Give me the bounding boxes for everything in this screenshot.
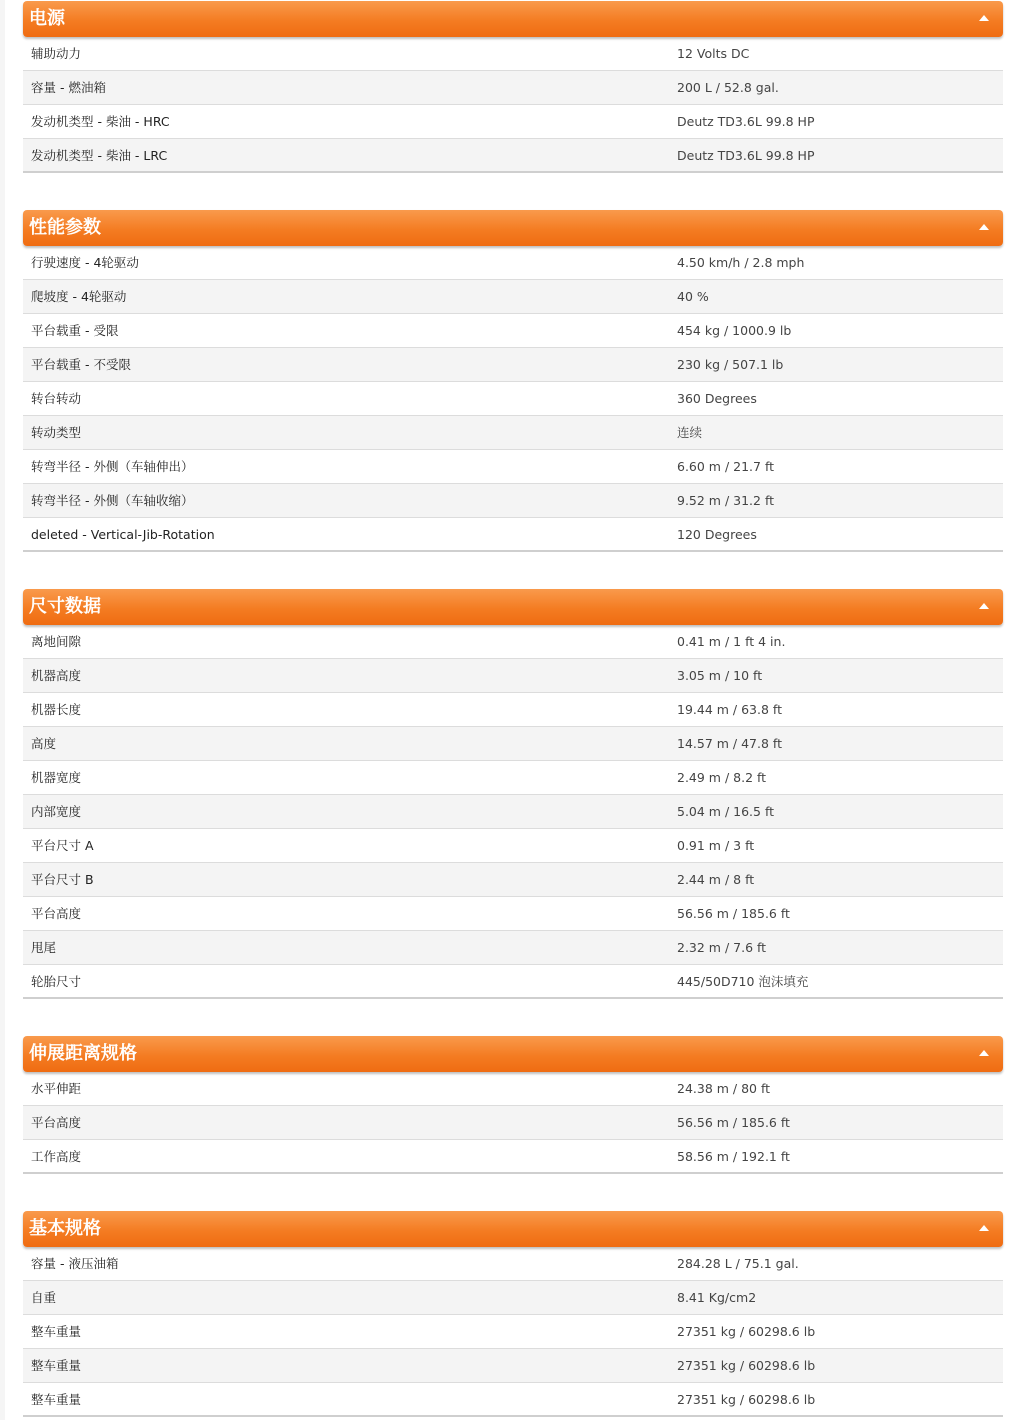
spec-section [23, 1036, 1003, 1174]
spec-value: 2.32 m / 7.6 ft [677, 940, 767, 955]
spec-value: 0.91 m / 3 ft [677, 838, 755, 853]
spec-value: 5.04 m / 16.5 ft [677, 804, 775, 819]
spec-row [23, 1383, 1003, 1417]
spec-value: 56.56 m / 185.6 ft [677, 906, 790, 921]
spec-value: 14.57 m / 47.8 ft [677, 736, 782, 751]
collapse-caret-icon[interactable] [979, 603, 989, 609]
spec-label: 整车重量 [31, 1392, 82, 1407]
collapse-caret-icon[interactable] [979, 224, 989, 230]
section-header-toggle[interactable] [23, 1211, 1003, 1247]
spec-label: deleted - Vertical-Jib-Rotation [31, 527, 215, 542]
spec-value: 445/50D710 泡沫填充 [677, 974, 809, 989]
spec-label: 平台尺寸 A [31, 838, 94, 853]
spec-value: 56.56 m / 185.6 ft [677, 1115, 790, 1130]
spec-label: 转台转动 [31, 391, 82, 406]
spec-label: 轮胎尺寸 [31, 974, 82, 989]
spec-value: 360 Degrees [677, 391, 757, 406]
spec-value: 200 L / 52.8 gal. [677, 80, 779, 95]
spec-value: 2.49 m / 8.2 ft [677, 770, 767, 785]
spec-value: 0.41 m / 1 ft 4 in. [677, 634, 786, 649]
spec-label: 平台高度 [31, 1115, 82, 1130]
section-header-toggle[interactable] [23, 1, 1003, 37]
spec-value: 3.05 m / 10 ft [677, 668, 763, 683]
spec-page [5, 0, 1023, 1420]
spec-label: 机器宽度 [31, 770, 82, 785]
spec-row [23, 1349, 1003, 1383]
spec-label: 内部宽度 [31, 804, 82, 819]
section-title: 基本规格 [29, 1218, 101, 1239]
spec-label: 水平伸距 [31, 1081, 82, 1096]
spec-row [23, 727, 1003, 761]
spec-value: 4.50 km/h / 2.8 mph [677, 255, 805, 270]
spec-value: Deutz TD3.6L 99.8 HP [677, 148, 815, 163]
section-header-toggle[interactable] [23, 210, 1003, 246]
spec-value: 454 kg / 1000.9 lb [677, 323, 792, 338]
section-title: 电源 [29, 8, 65, 29]
spec-label: 高度 [31, 736, 57, 751]
spec-label: 转弯半径 - 外侧（车轴伸出） [31, 459, 194, 474]
spec-label: 平台载重 - 不受限 [31, 357, 131, 372]
spec-row [23, 37, 1003, 71]
spec-value: 58.56 m / 192.1 ft [677, 1149, 790, 1164]
spec-table [23, 1072, 1003, 1174]
spec-value: 27351 kg / 60298.6 lb [677, 1358, 816, 1373]
spec-row [23, 518, 1003, 552]
spec-row [23, 761, 1003, 795]
spec-value: 19.44 m / 63.8 ft [677, 702, 782, 717]
spec-value: 230 kg / 507.1 lb [677, 357, 784, 372]
spec-label: 工作高度 [31, 1149, 82, 1164]
spec-section [23, 1, 1003, 173]
spec-value: 8.41 Kg/cm2 [677, 1290, 757, 1305]
spec-value: 40 % [677, 289, 709, 304]
section-title: 伸展距离规格 [29, 1043, 137, 1064]
spec-row [23, 416, 1003, 450]
spec-value: 27351 kg / 60298.6 lb [677, 1392, 816, 1407]
spec-row [23, 348, 1003, 382]
spec-row [23, 965, 1003, 999]
spec-row [23, 280, 1003, 314]
spec-row [23, 1281, 1003, 1315]
spec-row [23, 693, 1003, 727]
spec-value: 284.28 L / 75.1 gal. [677, 1256, 799, 1271]
spec-table [23, 246, 1003, 552]
spec-label: 容量 - 液压油箱 [31, 1256, 119, 1271]
spec-label: 平台尺寸 B [31, 872, 94, 887]
spec-row [23, 1315, 1003, 1349]
spec-label: 离地间隙 [31, 634, 82, 649]
spec-row [23, 1072, 1003, 1106]
spec-label: 机器长度 [31, 702, 82, 717]
spec-table [23, 625, 1003, 999]
spec-label: 转动类型 [31, 425, 82, 440]
spec-row [23, 625, 1003, 659]
spec-section [23, 210, 1003, 552]
spec-value: 12 Volts DC [677, 46, 750, 61]
spec-label: 甩尾 [31, 940, 57, 955]
spec-row [23, 897, 1003, 931]
spec-table [23, 37, 1003, 173]
spec-value: 120 Degrees [677, 527, 757, 542]
spec-row [23, 795, 1003, 829]
spec-label: 转弯半径 - 外侧（车轴收缩） [31, 493, 194, 508]
spec-row [23, 931, 1003, 965]
spec-value: 2.44 m / 8 ft [677, 872, 755, 887]
spec-label: 辅助动力 [31, 46, 82, 61]
spec-value: 9.52 m / 31.2 ft [677, 493, 775, 508]
spec-row [23, 863, 1003, 897]
collapse-caret-icon[interactable] [979, 1050, 989, 1056]
spec-label: 整车重量 [31, 1358, 82, 1373]
spec-value: 24.38 m / 80 ft [677, 1081, 771, 1096]
section-header-toggle[interactable] [23, 1036, 1003, 1072]
spec-value: Deutz TD3.6L 99.8 HP [677, 114, 815, 129]
spec-label: 行驶速度 - 4轮驱动 [31, 255, 139, 270]
spec-row [23, 829, 1003, 863]
spec-row [23, 659, 1003, 693]
spec-row [23, 139, 1003, 173]
collapse-caret-icon[interactable] [979, 15, 989, 21]
spec-row [23, 450, 1003, 484]
spec-row [23, 484, 1003, 518]
spec-row [23, 382, 1003, 416]
spec-row [23, 1247, 1003, 1281]
section-title: 性能参数 [29, 217, 101, 238]
spec-value: 连续 [677, 425, 703, 440]
section-header-toggle[interactable] [23, 589, 1003, 625]
spec-row [23, 246, 1003, 280]
spec-label: 自重 [31, 1290, 57, 1305]
spec-table [23, 1247, 1003, 1417]
spec-value: 6.60 m / 21.7 ft [677, 459, 775, 474]
spec-label: 整车重量 [31, 1324, 82, 1339]
spec-label: 平台高度 [31, 906, 82, 921]
section-title: 尺寸数据 [29, 596, 101, 617]
spec-section [23, 589, 1003, 999]
spec-row [23, 1140, 1003, 1174]
spec-label: 平台载重 - 受限 [31, 323, 119, 338]
spec-label: 发动机类型 - 柴油 - HRC [31, 114, 170, 129]
spec-row [23, 314, 1003, 348]
collapse-caret-icon[interactable] [979, 1225, 989, 1231]
spec-row [23, 1106, 1003, 1140]
spec-label: 爬坡度 - 4轮驱动 [31, 289, 127, 304]
spec-row [23, 71, 1003, 105]
spec-section [23, 1211, 1003, 1417]
spec-row [23, 105, 1003, 139]
spec-value: 27351 kg / 60298.6 lb [677, 1324, 816, 1339]
spec-label: 机器高度 [31, 668, 82, 683]
spec-label: 容量 - 燃油箱 [31, 80, 106, 95]
spec-label: 发动机类型 - 柴油 - LRC [31, 148, 168, 163]
